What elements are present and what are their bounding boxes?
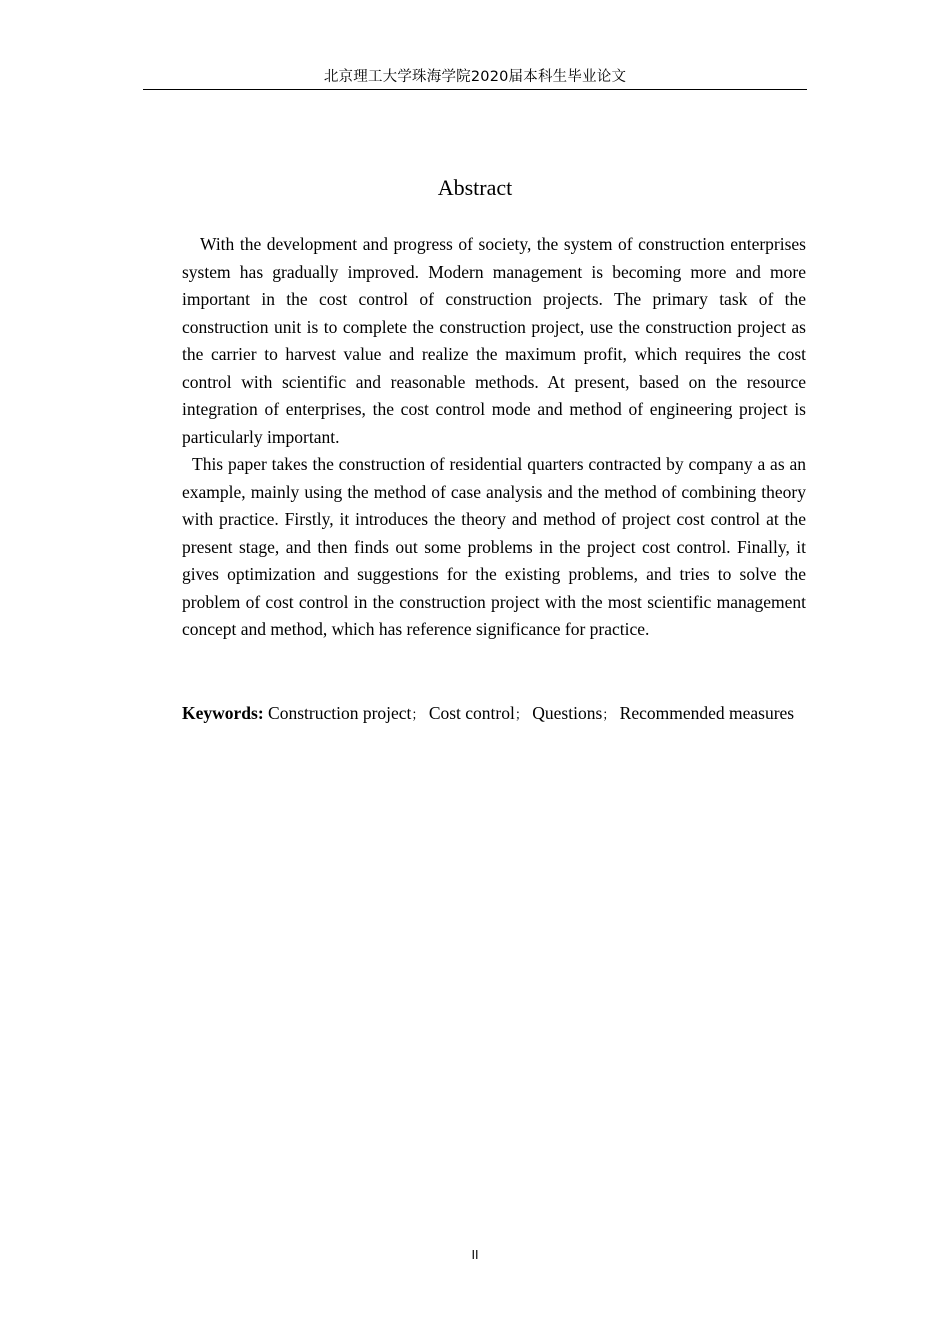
keywords-label: Keywords:: [182, 703, 264, 723]
abstract-title: Abstract: [437, 175, 513, 200]
keyword-separator: ；: [411, 708, 425, 723]
keyword-item: Recommended measures: [619, 703, 795, 723]
abstract-paragraph-2: This paper takes the construction of residential quarters contracted by company a as an example, mainly using the method of case analysis and the method of combining theory with practice. Firstly, it introduces the theory and method of project cost control at the present stage, and then finds out some problems in the project cost control. Finally, it gives optimization and suggestions for the existing problems, and tries to solve the problem of cost control in the construction project with the most scientific management concept and method, which has reference significance for practice.: [182, 454, 806, 639]
keyword-item: Cost control: [428, 703, 515, 723]
keyword-separator: ；: [514, 708, 528, 723]
abstract-body: [182, 231, 806, 644]
keywords-line: [182, 700, 806, 730]
keyword-separator: ；: [602, 708, 616, 723]
keyword-item: Questions: [532, 703, 603, 723]
keyword-item: Construction project: [268, 703, 412, 723]
header-title: 北京理工大学珠海学院2020届本科生毕业论文: [323, 69, 627, 85]
abstract-paragraph-1: With the development and progress of society, the system of construction enterprises system has gradually improved. Modern management is becoming more and more important in the cost control of construction projects. The primary task of the construction unit is to complete the construction project, use the construction project as the carrier to harvest value and realize the maximum profit, which requires the cost control with scientific and reasonable methods. At present, based on the resource integration of enterprises, the cost control mode and method of engineering project is particularly important.: [182, 234, 806, 447]
page-number: II: [471, 1248, 479, 1262]
page-header: [143, 66, 807, 90]
